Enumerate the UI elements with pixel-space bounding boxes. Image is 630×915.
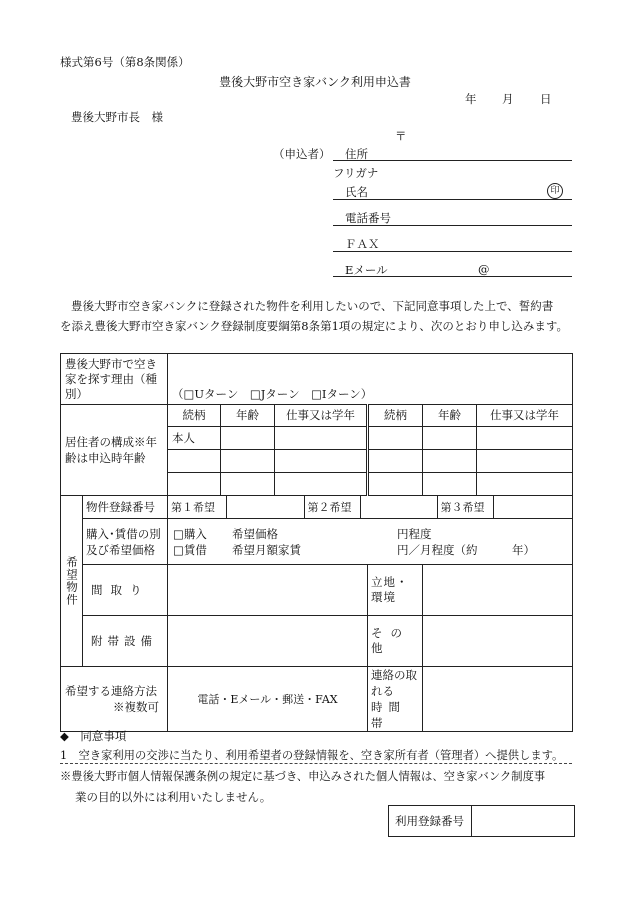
- property-reg-row: [61, 496, 573, 519]
- col-job-2: 仕事又は学年: [477, 405, 573, 427]
- consent-item1: 1 空き家利用の交渉に当たり、利用希望者の登録情報を、空き家所有者（管理者）へ提供します。: [60, 749, 564, 762]
- fax-label: ＦＡＸ: [345, 237, 380, 251]
- household-cell[interactable]: [477, 427, 573, 450]
- address-label: 住所: [345, 147, 368, 161]
- postal-mark: 〒: [395, 129, 407, 143]
- col-relation-1: 続柄: [168, 405, 221, 427]
- buy-checkbox[interactable]: □購入: [173, 526, 207, 541]
- choice1-label: 第１希望: [168, 496, 226, 518]
- body-text-line1: 豊後大野市空き家バンクに登録された物件を利用したいので、下記同意事項した上で、誓約書: [71, 299, 554, 313]
- body-text-line2: を添え豊後大野市空き家バンク登録制度要綱第8条第1項の規定により、次のとおり申し込みます。: [60, 319, 568, 333]
- layout-label: 間取り: [83, 565, 168, 616]
- seal-mark: [547, 182, 563, 199]
- household-cell[interactable]: [477, 450, 573, 473]
- date-year-label: 年: [465, 92, 477, 106]
- household-label: 居住者の構成※年齢は申込時年齢: [61, 405, 168, 496]
- email-at-sign: @: [478, 262, 490, 276]
- choice2-field[interactable]: [360, 496, 437, 518]
- contact-time-field[interactable]: [423, 667, 573, 732]
- facilities-label: 附帯設備: [83, 616, 168, 667]
- reason-label: 豊後大野市で空き家を探す理由（種別）: [61, 354, 168, 405]
- fax-field[interactable]: [333, 251, 572, 252]
- contact-options[interactable]: 電話・Eメール・郵送・FAX: [168, 667, 368, 732]
- applicant-label: （申込者）: [273, 147, 331, 161]
- choices-subtable: [168, 496, 572, 518]
- location-label: 立地・環境: [368, 565, 423, 616]
- purchase-rent-options: [168, 519, 573, 565]
- contact-time-line1: 連絡の取れる: [371, 668, 417, 698]
- household-cell[interactable]: [275, 450, 368, 473]
- purchase-rent-label-line2: 及び希望価格: [86, 542, 155, 557]
- form-number: 様式第6号（第8条関係）: [60, 55, 190, 69]
- property-reg-label: 物件登録番号: [83, 496, 168, 519]
- address-field[interactable]: [333, 160, 572, 161]
- facilities-row: [61, 616, 573, 667]
- col-age-1: 年齢: [221, 405, 275, 427]
- col-age-2: 年齢: [423, 405, 477, 427]
- usage-reg-number-field[interactable]: [472, 806, 575, 837]
- consent-divider: [60, 763, 572, 764]
- buy-price-label: 希望価格: [232, 526, 278, 541]
- privacy-note-line1: ※豊後大野市個人情報保護条例の規定に基づき、申込みされた個人情報は、空き家バンク制度事: [60, 770, 546, 783]
- household-cell[interactable]: [221, 473, 275, 496]
- seal-text: 印: [547, 183, 563, 199]
- date-month-label: 月: [502, 92, 514, 106]
- application-table: [60, 353, 573, 732]
- layout-field[interactable]: [168, 565, 368, 616]
- contact-method-line2: ※複数可: [113, 700, 159, 714]
- choice3-label: 第３希望: [437, 496, 493, 518]
- household-cell[interactable]: [168, 450, 221, 473]
- reason-row: [61, 354, 573, 405]
- layout-row: [61, 565, 573, 616]
- rent-price-unit: 円／月程度（約 年）: [397, 542, 535, 557]
- col-relation-2: 続柄: [368, 405, 423, 427]
- name-field[interactable]: [333, 199, 572, 200]
- usage-reg-number-label: 利用登録番号: [389, 806, 472, 837]
- household-cell[interactable]: [368, 427, 423, 450]
- choice3-field[interactable]: [493, 496, 572, 518]
- household-cell[interactable]: [275, 473, 368, 496]
- household-cell[interactable]: [423, 473, 477, 496]
- household-cell[interactable]: [221, 427, 275, 450]
- facilities-field[interactable]: [168, 616, 368, 667]
- contact-time-label: [368, 667, 423, 732]
- household-cell[interactable]: [423, 450, 477, 473]
- phone-field[interactable]: [333, 225, 572, 226]
- household-cell[interactable]: [368, 473, 423, 496]
- other-label: その他: [368, 616, 423, 667]
- choice2-label: 第２希望: [304, 496, 360, 518]
- buy-price-unit: 円程度: [397, 526, 432, 541]
- rent-price-label: 希望月額家賃: [232, 542, 301, 557]
- purchase-rent-label-line1: 購入･賃借の別: [86, 526, 161, 541]
- property-group-label: 希望物件: [61, 496, 83, 667]
- contact-row: [61, 667, 573, 732]
- household-header-row: [61, 405, 573, 427]
- consent-heading: ◆ 同意事項: [60, 729, 127, 743]
- household-cell[interactable]: [168, 473, 221, 496]
- property-choices-cell: [168, 496, 573, 519]
- household-cell[interactable]: [423, 427, 477, 450]
- email-field[interactable]: [333, 276, 572, 277]
- rent-checkbox[interactable]: □賃借: [173, 542, 207, 557]
- household-cell[interactable]: [477, 473, 573, 496]
- furigana-label: フリガナ: [333, 166, 379, 180]
- col-job-1: 仕事又は学年: [275, 405, 368, 427]
- contact-method-label: [61, 667, 168, 732]
- other-field[interactable]: [423, 616, 573, 667]
- date-day-label: 日: [540, 92, 552, 106]
- usage-reg-number-box: [388, 805, 575, 837]
- privacy-note-line2: 業の目的以外には利用いたしません。: [75, 790, 272, 804]
- reason-options[interactable]: （□Uターン □Jターン □Iターン）: [168, 354, 573, 405]
- contact-time-line2: 時間帯: [371, 700, 406, 730]
- choice1-field[interactable]: [226, 496, 304, 518]
- household-cell[interactable]: [275, 427, 368, 450]
- phone-label: 電話番号: [345, 211, 391, 225]
- contact-method-line1: 希望する連絡方法: [65, 684, 157, 698]
- email-label: Eメール: [345, 263, 388, 277]
- purchase-rent-row: [61, 519, 573, 565]
- location-field[interactable]: [423, 565, 573, 616]
- purchase-rent-label: [83, 519, 168, 565]
- household-cell[interactable]: [368, 450, 423, 473]
- addressee: 豊後大野市長 様: [71, 110, 163, 124]
- name-label: 氏名: [345, 185, 368, 199]
- household-cell[interactable]: [221, 450, 275, 473]
- self-relation: 本人: [168, 427, 221, 450]
- form-title: 豊後大野市空き家バンク利用申込書: [219, 75, 411, 89]
